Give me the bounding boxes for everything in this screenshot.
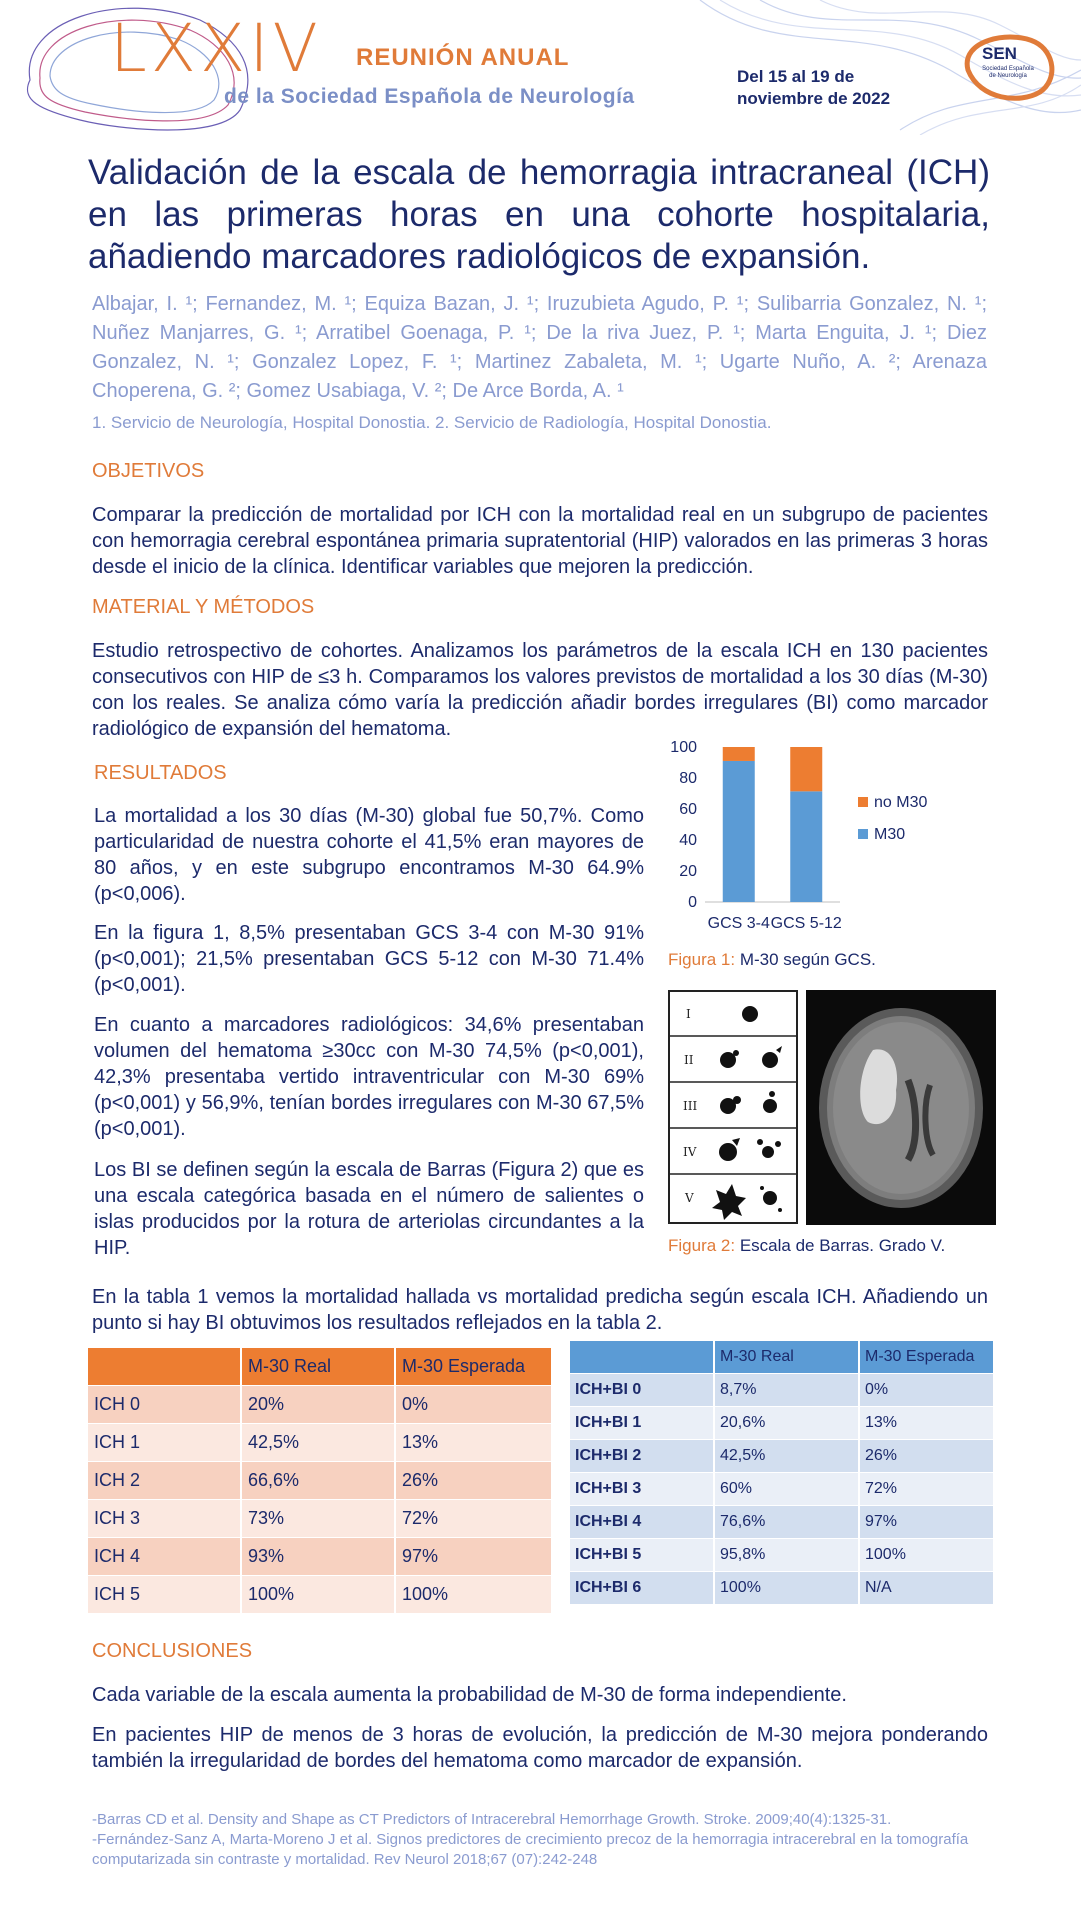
figure-2-caption-text: Escala de Barras. Grado V. xyxy=(735,1236,946,1255)
table-cell: 100% xyxy=(395,1576,552,1614)
table-header-cell: M-30 Esperada xyxy=(859,1341,994,1374)
resultados-paragraph-3: En cuanto a marcadores radiológicos: 34,6% presentaban volumen del hematoma ≥30cc con M-30 74,5% (p<0,001), 42,3% presentaba vertido intraventricular con M-30 69% (p<0,001) y 56,9%, tenían bordes irregulares con M-30 67,5% (p<0,001). xyxy=(94,1014,644,1140)
congress-dates xyxy=(737,66,957,110)
table-cell: ICH 1 xyxy=(88,1424,241,1462)
table-header-row xyxy=(88,1348,552,1386)
table-header-cell xyxy=(88,1348,241,1386)
table-cell: ICH+BI 2 xyxy=(570,1440,714,1473)
table-cell: ICH+BI 6 xyxy=(570,1572,714,1605)
table-header-cell: M-30 Real xyxy=(714,1341,859,1374)
bar-m30 xyxy=(723,761,755,902)
table-cell: ICH+BI 1 xyxy=(570,1407,714,1440)
table-cell: 60% xyxy=(714,1473,859,1506)
table-cell: 0% xyxy=(859,1374,994,1407)
barras-grade-IV: IV xyxy=(683,1145,697,1159)
author-list: Albajar, I. ¹; Fernandez, M. ¹; Equiza Bazan, J. ¹; Iruzubieta Agudo, P. ¹; Sulibarria Gonzalez, N. ¹; Nuñez Manjarres, G. ¹; Arratibel Goenaga, P. ¹; De la riva Juez, P. ¹; Marta Enguita, J. ¹; Diez Gonzalez, N. ¹; Gonzalez Lopez, F. ¹; Martinez Zabaleta, M. ¹; Ugarte Nuño, A. ²; Arenaza Choperena, G. ²; Gomez Usabiaga, V. ²; De Arce Borda, A. ¹ xyxy=(92,293,987,402)
figure-1-caption-text: M-30 según GCS. xyxy=(735,950,876,969)
metodos-heading: MATERIAL Y MÉTODOS xyxy=(92,596,315,618)
table-cell: ICH 3 xyxy=(88,1500,241,1538)
table-cell: ICH 5 xyxy=(88,1576,241,1614)
resultados-paragraph-2: En la figura 1, 8,5% presentaban GCS 3-4 con M-30 91% (p<0,001); 21,5% presentaban GCS 5-12 con M-30 71.4% (p<0,001). xyxy=(94,922,644,996)
table-row xyxy=(88,1538,552,1576)
table-cell: ICH 2 xyxy=(88,1462,241,1500)
table-cell: 13% xyxy=(395,1424,552,1462)
table-cell: 26% xyxy=(395,1462,552,1500)
table-cell: 72% xyxy=(859,1473,994,1506)
table-cell: 8,7% xyxy=(714,1374,859,1407)
barras-grade-III: III xyxy=(683,1099,698,1113)
references xyxy=(92,1810,992,1870)
table-cell: 100% xyxy=(859,1539,994,1572)
resultados-paragraph-1: La mortalidad a los 30 días (M-30) global fue 50,7%. Como particularidad de nuestra cohorte el 41,5% eran mayores de 80 años, y en este subgrupo encontramos M-30 64.9% (p<0,006). xyxy=(94,805,644,905)
objetivos-heading: OBJETIVOS xyxy=(92,460,205,482)
table-cell: ICH+BI 4 xyxy=(570,1506,714,1539)
legend-swatch xyxy=(858,797,868,807)
objetivos-text: Comparar la predicción de mortalidad por ICH con la mortalidad real en un subgrupo de pacientes con hemorragia cerebral espontánea primaria supratentorial (HIP) valorados en las primeras 3 horas desde el inicio de la clínica. Identificar variables que mejoren la predicción. xyxy=(92,504,988,578)
affiliations: 1. Servicio de Neurología, Hospital Donostia. 2. Servicio de Radiología, Hospital Donostia. xyxy=(92,413,772,432)
table-cell: 100% xyxy=(714,1572,859,1605)
x-tick-label: GCS 3-4 xyxy=(707,915,770,932)
table-cell: 100% xyxy=(241,1576,395,1614)
table-row xyxy=(88,1462,552,1500)
sen-logo-subtitle: Sociedad Española de Neurología xyxy=(982,66,1034,79)
table-cell: ICH+BI 5 xyxy=(570,1539,714,1572)
table-cell: ICH 0 xyxy=(88,1386,241,1424)
table-2-ich-bi-mortality xyxy=(570,1341,995,1605)
y-tick-label: 100 xyxy=(670,739,697,756)
table-row xyxy=(88,1576,552,1614)
y-tick-label: 60 xyxy=(679,801,697,818)
figure-1-label: Figura 1: xyxy=(668,950,736,969)
y-tick-label: 40 xyxy=(679,832,697,849)
table-row xyxy=(88,1424,552,1462)
table-cell: 26% xyxy=(859,1440,994,1473)
figure-2-image xyxy=(668,990,998,1225)
legend-label: M30 xyxy=(874,826,906,843)
table-cell: 42,5% xyxy=(714,1440,859,1473)
y-tick-label: 20 xyxy=(679,863,697,880)
conclusiones-paragraph-1: Cada variable de la escala aumenta la probabilidad de M-30 de forma independiente. xyxy=(92,1684,847,1706)
figure-2-label: Figura 2: xyxy=(668,1236,736,1255)
reference-item: -Fernández-Sanz A, Marta-Moreno J et al. Signos predictores de crecimiento precoz de la hemorragia intracerebral en la tomografía computarizada sin contraste y mortalidad. Rev Neurol 2018;67 (07):242-248 xyxy=(92,1831,969,1868)
table-row xyxy=(570,1539,994,1572)
table-row xyxy=(570,1572,994,1605)
table-cell: ICH+BI 0 xyxy=(570,1374,714,1407)
figure-1-chart xyxy=(660,735,990,950)
table-header-cell: M-30 Real xyxy=(241,1348,395,1386)
x-tick-label: GCS 5-12 xyxy=(770,915,842,932)
resultados-heading: RESULTADOS xyxy=(94,762,227,784)
table-row xyxy=(570,1374,994,1407)
table-row xyxy=(570,1407,994,1440)
barras-grade-V: V xyxy=(685,1191,694,1205)
table-cell: 93% xyxy=(241,1538,395,1576)
table-row xyxy=(570,1473,994,1506)
barras-grade-I: I xyxy=(686,1007,691,1021)
barras-grade-II: II xyxy=(684,1053,694,1067)
table-cell: 13% xyxy=(859,1407,994,1440)
reference-item: -Barras CD et al. Density and Shape as CT Predictors of Intracerebral Hemorrhage Growth. Stroke. 2009;40(4):1325-31. xyxy=(92,1811,892,1828)
congress-number: LXXIV xyxy=(110,10,322,87)
legend-label: no M30 xyxy=(874,794,928,811)
table-cell: 97% xyxy=(859,1506,994,1539)
legend-swatch xyxy=(858,829,868,839)
table-cell: N/A xyxy=(859,1572,994,1605)
table-cell: 73% xyxy=(241,1500,395,1538)
dates-line-2: noviembre de 2022 xyxy=(737,89,891,108)
table-cell: 72% xyxy=(395,1500,552,1538)
table-cell: 95,8% xyxy=(714,1539,859,1572)
table-header-row xyxy=(570,1341,994,1374)
table-cell: 66,6% xyxy=(241,1462,395,1500)
y-tick-label: 0 xyxy=(688,894,697,911)
y-tick-label: 80 xyxy=(679,770,697,787)
table-cell: ICH+BI 3 xyxy=(570,1473,714,1506)
figure-1-caption xyxy=(668,950,876,970)
table-cell: 20,6% xyxy=(714,1407,859,1440)
table-header-cell xyxy=(570,1341,714,1374)
figure-2-caption xyxy=(668,1236,945,1256)
society-name: de la Sociedad Española de Neurología xyxy=(224,85,635,108)
table-row xyxy=(88,1500,552,1538)
poster-title: Validación de la escala de hemorragia intracraneal (ICH) en las primeras horas en una cohorte hospitalaria, añadiendo marcadores radiológicos de expansión. xyxy=(88,153,990,276)
table-1-ich-mortality xyxy=(88,1348,553,1614)
table-header-cell: M-30 Esperada xyxy=(395,1348,552,1386)
dates-line-1: Del 15 al 19 de xyxy=(737,67,855,86)
bar-no-m30 xyxy=(790,747,822,791)
conclusiones-heading: CONCLUSIONES xyxy=(92,1640,253,1662)
metodos-text: Estudio retrospectivo de cohortes. Analizamos los parámetros de la escala ICH en 130 pacientes consecutivos con HIP de ≤3 h. Comparamos los valores previstos de mortalidad a los 30 días (M-30) con los reales. Se analiza cómo varía la predicción añadir bordes irregulares (BI) como marcador radiológico de expansión del hematoma. xyxy=(92,640,988,740)
table-cell: ICH 4 xyxy=(88,1538,241,1576)
resultados-paragraph-5: En la tabla 1 vemos la mortalidad hallada vs mortalidad predicha según escala ICH. Añadiendo un punto si hay BI obtuvimos los resultados reflejados en la tabla 2. xyxy=(92,1286,988,1334)
table-row xyxy=(570,1506,994,1539)
bar-no-m30 xyxy=(723,747,755,761)
resultados-paragraph-4: Los BI se definen según la escala de Barras (Figura 2) que es una escala categórica basada en el número de salientes o islas producidos por la rotura de arteriolas circundantes a la HIP. xyxy=(94,1159,644,1259)
table-cell: 20% xyxy=(241,1386,395,1424)
bar-m30 xyxy=(790,791,822,902)
table-row xyxy=(88,1386,552,1424)
table-cell: 42,5% xyxy=(241,1424,395,1462)
table-row xyxy=(570,1440,994,1473)
table-cell: 97% xyxy=(395,1538,552,1576)
congress-name: REUNIÓN ANUAL xyxy=(356,44,570,71)
conclusiones-paragraph-2: En pacientes HIP de menos de 3 horas de evolución, la predicción de M-30 mejora ponderando también la irregularidad de bordes del hematoma como marcador de expansión. xyxy=(92,1724,988,1772)
sen-logo-text: SEN xyxy=(982,44,1017,63)
table-cell: 0% xyxy=(395,1386,552,1424)
table-cell: 76,6% xyxy=(714,1506,859,1539)
